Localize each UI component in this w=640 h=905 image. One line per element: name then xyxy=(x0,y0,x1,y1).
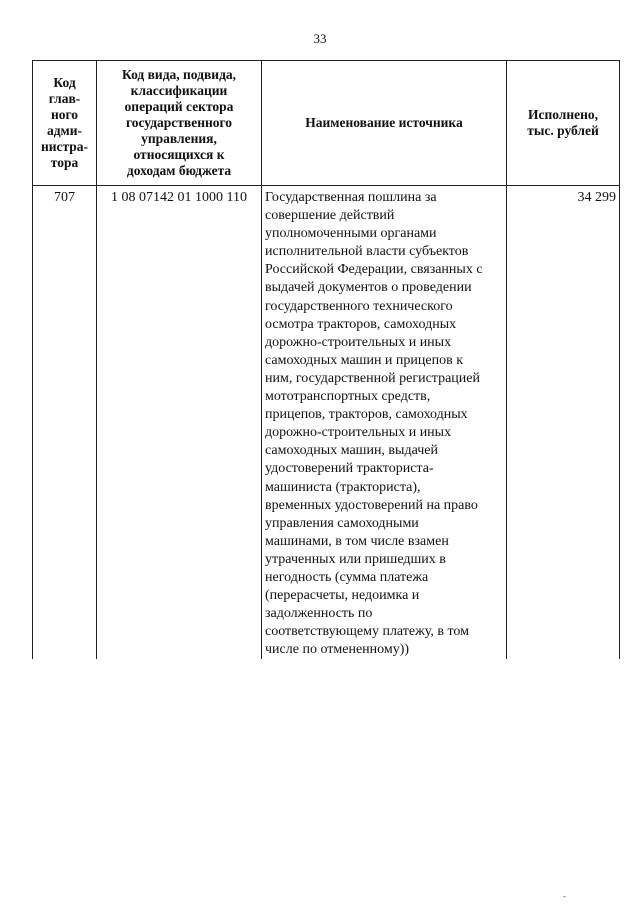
header-admin-code: Код глав- ного адми- нистра- тора xyxy=(33,61,97,186)
cell-source-name: Государственная пошлина за совершение действий уполномоченными органами исполнительной власти субъектов Российской Федерации, связанных с выдачей документов о проведении государственного технического осмотра тракторов, самоходных дорожно-строительных и иных самоходных машин и прицепов к ним, государственной регистрацией мототранспортных средств, прицепов, тракторов, самоходных дорожно-строительных и иных самоходных машин, выдачей удостоверений тракториста- машиниста (тракториста), временных удостоверений на право управления самоходными машинами, в том числе взамен утраченных или пришедших в негодность (сумма платежа (перерасчеты, недоимка и задолженность по соответствующему платежу, в том числе по отмененному)) xyxy=(262,186,507,660)
header-classification-code: Код вида, подвида, классификации операций сектора государственного управления, относящихся к доходам бюджета xyxy=(97,61,262,186)
table-header-row xyxy=(33,61,620,186)
table-row xyxy=(33,186,620,660)
scan-mark: - xyxy=(563,891,566,901)
header-source-name: Наименование источника xyxy=(262,61,507,186)
page-number: 33 xyxy=(313,31,327,46)
revenue-table xyxy=(32,60,620,659)
cell-admin-code: 707 xyxy=(33,186,97,660)
header-executed: Исполнено, тыс. рублей xyxy=(507,61,620,186)
cell-executed-amount: 34 299 xyxy=(507,186,620,660)
cell-classification-code: 1 08 07142 01 1000 110 xyxy=(97,186,262,660)
